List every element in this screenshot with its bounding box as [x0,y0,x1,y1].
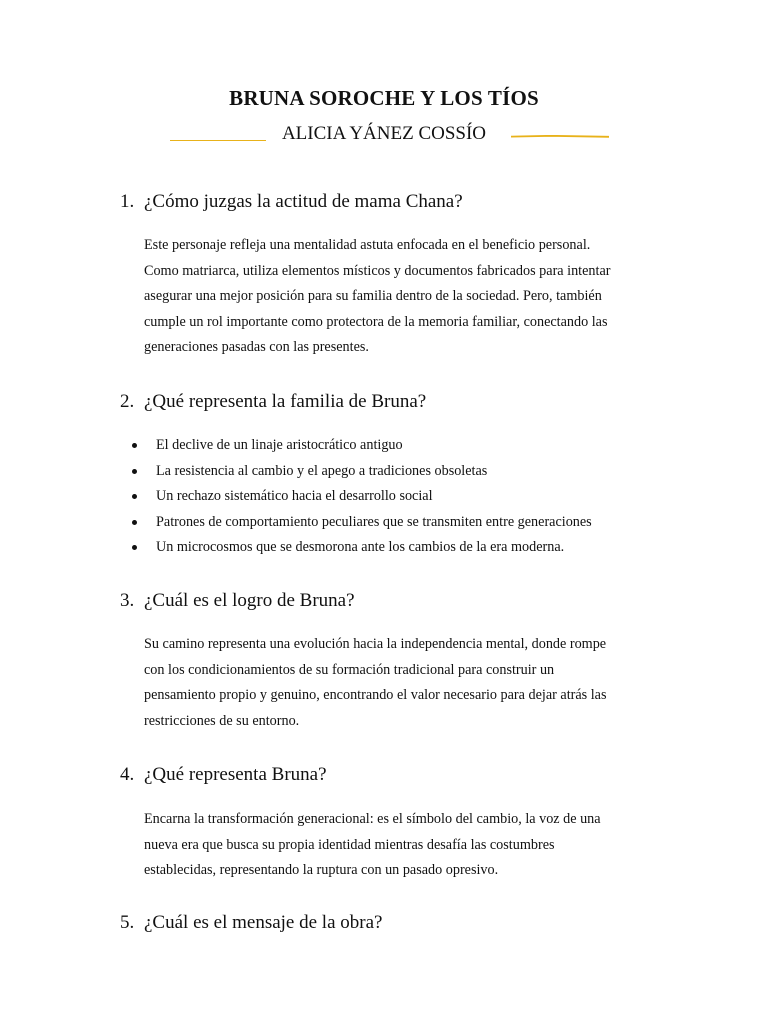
list-item-text: Un rechazo sistemático hacia el desarrollo social [156,488,433,504]
answer-line: nueva era que busca su propia identidad mientras desafía las costumbres [144,836,555,853]
answer-line: con los condicionamientos de su formación tradicional para construir un [144,661,555,678]
question-text: ¿Cómo juzgas la actitud de mama Chana? [144,191,463,212]
answer-1 [144,233,664,361]
list-item [130,535,592,561]
question-number: 3. [120,590,135,611]
list-item [130,433,592,459]
list-item-text: Patrones de comportamiento peculiares que se transmiten entre generaciones [156,513,592,530]
list-item-text: El declive de un linaje aristocrático antiguo [156,437,403,453]
answer-line: establecidas, representando la ruptura con un pasado opresivo. [144,862,499,878]
bullet-icon [132,520,137,525]
question-text: ¿Qué representa Bruna? [144,764,327,785]
bullet-icon [132,494,137,499]
question-2 [120,391,426,413]
answer-line: Este personaje refleja una mentalidad astuta enfocada en el beneficio personal. [144,237,591,253]
author-row [0,123,768,147]
list-item [130,484,592,510]
answer-line: Encarna la transformación generacional: es el símbolo del cambio, la voz de una [144,811,601,827]
document-title: BRUNA SOROCHE Y LOS TÍOS [229,86,539,110]
decorative-rule-right [511,135,609,138]
bullet-list [130,433,592,561]
list-item [130,510,592,536]
answer-line: generaciones pasadas con las presentes. [144,339,369,355]
answer-line: asegurar una mejor posición para su familia dentro de la sociedad. Pero, también [144,288,602,304]
answer-3 [144,632,664,734]
question-number: 4. [120,764,135,785]
question-4 [120,764,327,786]
bullet-icon [132,469,137,474]
answer-line: restricciones de su entorno. [144,712,300,729]
question-1 [120,191,463,213]
bullet-icon [132,443,137,448]
answer-line: pensamiento propio y genuino, encontrando el valor necesario para dejar atrás las [144,687,607,703]
list-item-text: La resistencia al cambio y el apego a tradiciones obsoletas [156,462,488,479]
question-number: 5. [120,912,135,933]
author-name: ALICIA YÁNEZ COSSÍO [281,123,487,144]
question-text: ¿Qué representa la familia de Bruna? [144,391,427,412]
list-item [130,459,592,485]
question-number: 2. [120,391,135,412]
question-number: 1. [120,191,135,212]
answer-4 [144,807,664,884]
list-item-text: Un microcosmos que se desmorona ante los cambios de la era moderna. [156,539,565,555]
question-text: ¿Cuál es el logro de Bruna? [144,590,355,611]
answer-line: Su camino representa una evolución hacia la independencia mental, donde rompe [144,636,607,652]
bullet-icon [132,545,137,550]
question-5 [120,912,382,934]
answer-line: cumple un rol importante como protectora de la memoria familiar, conectando las [144,313,608,330]
question-text: ¿Cuál es el mensaje de la obra? [144,912,383,933]
question-3 [120,590,355,612]
answer-line: Como matriarca, utiliza elementos místicos y documentos fabricados para intentar [144,262,611,279]
